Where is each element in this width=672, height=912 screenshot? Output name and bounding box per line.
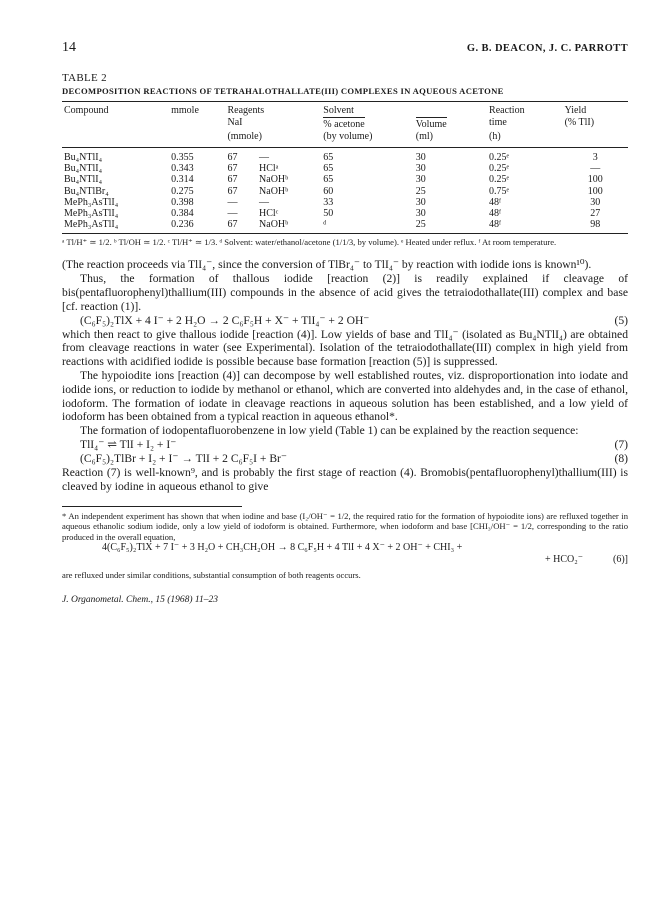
- header-time-3: (h): [487, 131, 563, 148]
- header-mmole: mmole: [169, 102, 225, 118]
- cell-reagent: HClᵃ: [259, 163, 279, 175]
- table-caption: DECOMPOSITION REACTIONS OF TETRAHALOTHALLATE(III) COMPLEXES IN AQUEOUS ACETONE: [62, 86, 504, 96]
- cell-volume: 30: [415, 208, 426, 220]
- cell-nai: —: [227, 196, 238, 208]
- cell-compound: Bu₄NTlI₄: [64, 152, 103, 163]
- footnote-text: * An independent experiment has shown that when iodine and base (I₂/OH⁻ = 1/2, the required ratio for the formation of hypoiodite ions) are refluxed together in aqueous ethanolic sodium iodide, only a low yield of iodoform is obtained. Furthermore, when iodoform and base [CHI₃/OH⁻ = 1/2, corresponding to the ratio produced in the overall equation,: [62, 510, 628, 542]
- cell-acetone: 50: [323, 208, 334, 220]
- cell-compound: MePh₃AsTlI₄: [64, 208, 119, 220]
- cell-reagent: —: [259, 152, 270, 163]
- cell-nai: 67: [227, 174, 238, 186]
- cell-time: 48ᶠ: [487, 219, 563, 234]
- equation-number: (8): [614, 451, 628, 465]
- cell-volume: 30: [415, 174, 426, 186]
- cell-reagent: NaOHᵇ: [257, 219, 321, 234]
- paragraph: The hypoiodite ions [reaction (4)] can decompose by well established routes, viz. disproportionation into iodate and iodide ions, or reduction to iodide by methanol or ethanol, which are converted into aldehydes and, in the case of ethanol, iodoform. The formation of iodate in cleavage reactions in aqueous solution has been established, and a low yield of iodoform has been obtained from a typical reaction in aqueous ethanol*.: [62, 369, 628, 424]
- cell-mmole: 0.355: [171, 152, 194, 163]
- cell-nai: 67: [227, 152, 238, 163]
- cell-mmole: 0.398: [171, 196, 194, 208]
- cell-time: 48ᶠ: [489, 208, 502, 220]
- cell-time: 0.25ᵉ: [489, 163, 510, 175]
- cell-mmole: 0.275: [171, 185, 194, 197]
- cell-volume: 25: [414, 219, 487, 234]
- cell-mmole: 0.384: [171, 208, 194, 220]
- cell-time: 0.75ᵉ: [489, 185, 510, 197]
- equation-7: [62, 438, 628, 452]
- cell-volume: 25: [415, 185, 426, 197]
- header-volume-1: [414, 117, 487, 131]
- cell-reagent: HClᶜ: [259, 208, 279, 220]
- cell-nai: —: [227, 208, 238, 220]
- cell-yield: 27: [590, 208, 601, 220]
- page-number: 14: [62, 40, 76, 55]
- table-header-row-1: [62, 102, 628, 118]
- cell-yield: 100: [587, 185, 603, 197]
- footnote-divider: [62, 506, 242, 507]
- header-acetone-1: [321, 117, 413, 131]
- header-acetone-text: % acetone: [323, 119, 365, 130]
- table-header-row-3: [62, 131, 628, 148]
- paragraph: (The reaction proceeds via TlI₄⁻, since the conversion of TlBr₄⁻ to TlI₄⁻ by reaction with iodide ions is known¹⁰).: [62, 258, 592, 272]
- cell-nai: 67: [227, 163, 238, 175]
- page-header: [62, 40, 628, 62]
- header-yield-1: Yield: [563, 102, 628, 118]
- footnote-equation-line-2: [62, 554, 628, 566]
- cell-acetone: 65: [323, 174, 334, 186]
- footnote-tail: are refluxed under similar conditions, substantial consumption of both reagents occurs.: [62, 570, 361, 581]
- cell-mmole: 0.236: [169, 219, 225, 234]
- cell-compound: Bu₄NTlBr₄: [64, 185, 109, 197]
- header-reagents: Reagents: [225, 102, 321, 118]
- body-text: [62, 258, 628, 493]
- table-row: [62, 208, 628, 219]
- equation-text: (C₆F₅)₂TlBr + I₂ + I⁻ → TlI + 2 C₆F₅I + Br⁻: [80, 451, 288, 465]
- equation-text: TlI₄⁻ ⇌ TlI + I₂ + I⁻: [80, 437, 177, 451]
- cell-volume: 30: [415, 163, 426, 175]
- running-head-authors: G. B. DEACON, J. C. PARROTT: [466, 43, 628, 54]
- cell-acetone: 65: [323, 152, 334, 163]
- table-row: [62, 219, 628, 234]
- table-row: [62, 163, 628, 174]
- cell-nai: 67: [227, 185, 238, 197]
- paragraph: Thus, the formation of thallous iodide [reaction (2)] is readily explained if cleavage of bis(pentafluorophenyl)thallium(III) compounds in the absence of acid gives the tetraiodothallate(III) complex and base [cf. reaction (1)].: [62, 272, 628, 313]
- table-row: [62, 197, 628, 208]
- cell-yield: —: [590, 163, 601, 175]
- header-volume-text: Volume: [415, 119, 447, 130]
- cell-reagent: NaOHᵇ: [259, 174, 289, 186]
- cell-reagent: —: [259, 196, 270, 208]
- cell-compound: Bu₄NTlI₄: [64, 163, 103, 175]
- decomposition-table: [62, 101, 628, 234]
- table-header-row-2: [62, 117, 628, 131]
- table-row: [62, 174, 628, 185]
- footnote-equation-line-1: [62, 542, 628, 554]
- footnote-equation-tail: + HCO₂⁻: [544, 554, 583, 566]
- cell-yield: 30: [590, 196, 601, 208]
- journal-citation: J. Organometal. Chem., 15 (1968) 11–23: [62, 594, 218, 605]
- table-row: [62, 186, 628, 197]
- header-nai: NaI: [227, 117, 243, 128]
- cell-volume: 30: [415, 152, 426, 163]
- equation-number: (7): [614, 437, 628, 451]
- paragraph: The formation of iodopentafluorobenzene in low yield (Table 1) can be explained by the reaction sequence:: [80, 424, 579, 438]
- cell-mmole: 0.343: [171, 163, 194, 175]
- cell-time: 0.25ᵉ: [489, 174, 510, 186]
- cell-compound: Bu₄NTlI₄: [64, 174, 103, 186]
- footnote-equation-number: (6)]: [613, 554, 628, 566]
- cell-compound: MePh₃AsTlI₄: [62, 219, 169, 234]
- header-acetone-2: (by volume): [321, 131, 413, 148]
- cell-yield: 98: [563, 219, 628, 234]
- table-label: TABLE 2: [62, 72, 107, 84]
- cell-yield: 3: [592, 152, 598, 163]
- cell-yield: 100: [587, 174, 603, 186]
- header-time-1: Reaction: [487, 102, 563, 118]
- journal-page: [62, 40, 628, 605]
- header-compound: Compound: [62, 102, 169, 118]
- equation-8: [62, 452, 628, 466]
- cell-volume: 30: [415, 196, 426, 208]
- table-footnote: ᵃ Tl/H⁺ ≃ 1/2. ᵇ Tl/OH ≃ 1/2. ᶜ Tl/H⁺ ≃ 1/3. ᵈ Solvent: water/ethanol/acetone (1/1/3, by volume). ᵉ Heated under reflux. ᶠ At room temperature.: [62, 237, 557, 248]
- table-row: [62, 148, 628, 164]
- equation-text: (C₆F₅)₂TlX + 4 I⁻ + 2 H₂O → 2 C₆F₅H + X⁻ + TlI₄⁻ + 2 OH⁻: [80, 313, 370, 327]
- paragraph: which then react to give thallous iodide [reaction (4)]. Low yields of base and TlI₄⁻ (isolated as Bu₄NTlI₄) are obtained from cleavage reactions in water (see Experimental). Isolation of the tetraiodothallate(III) complex in high yield from reactions with acidified iodide is possible because base formation [reaction (5)] is suppressed.: [62, 327, 628, 369]
- cell-nai: 67: [225, 219, 257, 234]
- header-volume-2: (ml): [414, 131, 487, 148]
- equation-number: (5): [614, 313, 628, 327]
- header-yield-2: (% TlI): [564, 117, 595, 128]
- cell-compound: MePh₃AsTlI₄: [64, 196, 119, 208]
- cell-acetone: ᵈ: [321, 219, 413, 234]
- cell-reagent: NaOHᵇ: [259, 185, 289, 197]
- cell-acetone: 33: [323, 196, 334, 208]
- equation-5: [62, 314, 628, 328]
- footnote-equation-text: 4(C₆F₅)₂TlX + 7 I⁻ + 3 H₂O + CH₃CH₂OH → 8 C₆F₅H + 4 TlI + 4 X⁻ + 2 OH⁻ + CHI₃ +: [102, 542, 463, 554]
- cell-time: 48ᶠ: [489, 196, 502, 208]
- paragraph: Reaction (7) is well-known⁹, and is probably the first stage of reaction (4). Bromobis(pentafluorophenyl)thallium(III) is cleaved by iodine in aqueous ethanol to give: [62, 465, 628, 493]
- header-nai-unit: (mmole): [225, 131, 321, 148]
- cell-acetone: 60: [323, 185, 334, 197]
- cell-time: 0.25ᵉ: [489, 152, 510, 163]
- cell-mmole: 0.314: [171, 174, 194, 186]
- header-solvent: Solvent: [321, 102, 487, 118]
- header-time-2: time: [489, 117, 507, 128]
- cell-acetone: 65: [323, 163, 334, 175]
